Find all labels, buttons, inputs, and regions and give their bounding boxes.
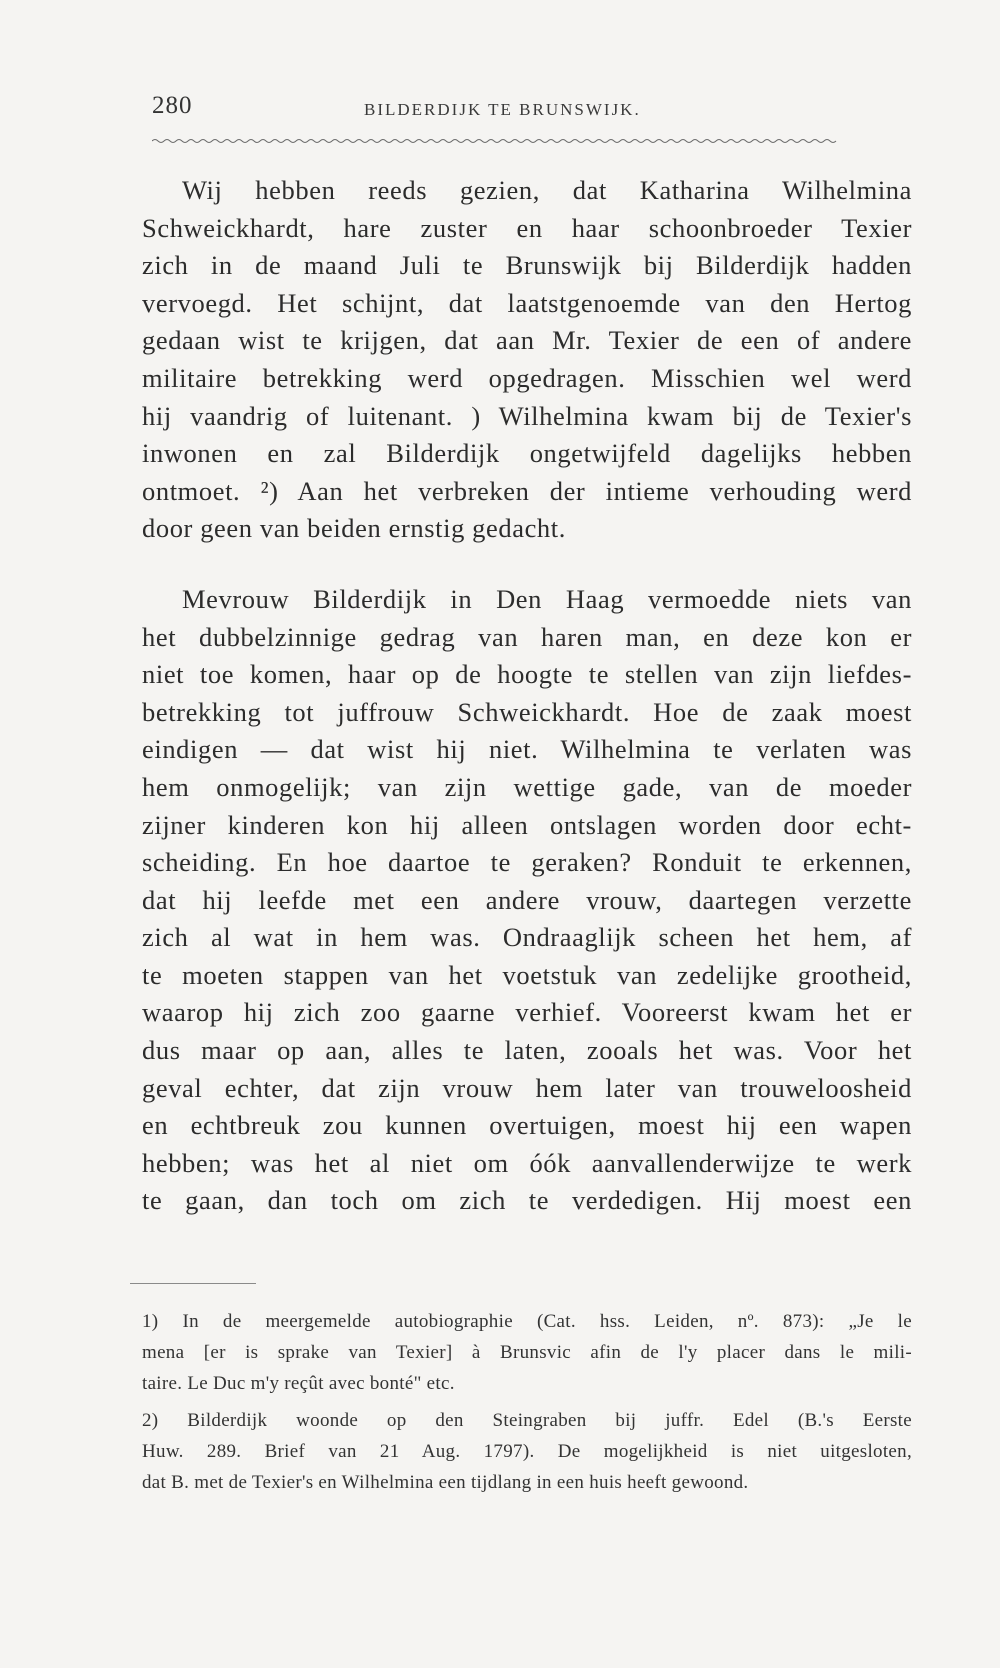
text-line: militaire betrekking werd opgedragen. Misschien wel werd — [142, 362, 912, 393]
text-line: zijner kinderen kon hij alleen ontslagen worden door echt- — [142, 809, 912, 840]
footnote-divider — [130, 1283, 256, 1284]
text-line: gedaan wist te krijgen, dat aan Mr. Texier de een of andere — [142, 325, 912, 356]
page-number: 280 — [152, 92, 193, 119]
text-line: zich al wat in hem was. Ondraaglijk scheen het hem, af — [142, 922, 912, 953]
text-line: niet toe komen, haar op de hoogte te stellen van zijn liefdes- — [142, 659, 912, 690]
text-line: inwonen en zal Bilderdijk ongetwijfeld dagelijks hebben — [142, 438, 912, 469]
text-line: Wij hebben reeds gezien, dat Katharina Wilhelmina — [182, 175, 912, 205]
text-line: waarop hij zich zoo gaarne verhief. Vooreerst kwam het er — [142, 997, 912, 1028]
text-line: en echtbreuk zou kunnen overtuigen, moest hij een wapen — [142, 1110, 912, 1141]
running-title: BILDERDIJK TE BRUNSWIJK. — [364, 100, 641, 119]
text-line: betrekking tot juffrouw Schweickhardt. Hoe de zaak moest — [142, 696, 912, 727]
text-line: het dubbelzinnige gedrag van haren man, en deze kon er — [142, 621, 912, 652]
text-line: dus maar op aan, alles te laten, zooals het was. Voor het — [142, 1035, 912, 1066]
text-line: Schweickhardt, hare zuster en haar schoonbroeder Texier — [142, 212, 912, 243]
text-line: hem onmogelijk; van zijn wettige gade, van de moeder — [142, 771, 912, 802]
text-line: te moeten stappen van het voetstuk van zedelijke grootheid, — [142, 959, 912, 990]
text-line: dat hij leefde met een andere vrouw, daartegen verzette — [142, 884, 912, 915]
text-line: vervoegd. Het schijnt, dat laatstgenoemde van den Hertog — [142, 287, 912, 318]
text-line: Mevrouw Bilderdijk in Den Haag vermoedde niets van — [182, 583, 912, 614]
text-line: zich in de maand Juli te Brunswijk bij Bilderdijk hadden — [142, 250, 912, 281]
paragraph-1 — [142, 172, 912, 548]
footnote-2 — [142, 1405, 912, 1498]
text-line: te gaan, dan toch om zich te verdedigen. Hij moest een — [142, 1185, 912, 1216]
footnote-1 — [142, 1306, 912, 1399]
text-line: geval echter, dat zijn vrouw hem later van trouweloosheid — [142, 1072, 912, 1103]
footnote-line: taire. Le Duc m'y reçût avec bonté" etc. — [142, 1373, 455, 1394]
body-text — [142, 172, 912, 1220]
text-line: hebben; was het al niet om óók aanvallenderwijze te werk — [142, 1147, 912, 1178]
text-line: eindigen — dat wist hij niet. Wilhelmina te verlaten was — [142, 734, 912, 765]
text-line: door geen van beiden ernstig gedacht. — [142, 513, 566, 544]
ornamental-wavy-rule — [152, 136, 908, 146]
text-line: scheiding. En hoe daartoe te geraken? Ronduit te erkennen, — [142, 847, 912, 878]
footnotes — [142, 1306, 912, 1504]
footnote-line: Huw. 289. Brief van 21 Aug. 1797). De mogelijkheid is niet uitgesloten, — [142, 1441, 912, 1462]
text-line: ontmoet. ²) Aan het verbreken der intieme verhouding werd — [142, 475, 912, 506]
footnote-line: dat B. met de Texier's en Wilhelmina een tijdlang in een huis heeft gewoond. — [142, 1472, 749, 1493]
footnote-line: 1) In de meergemelde autobiographie (Cat. hss. Leiden, nº. 873): „Je le — [142, 1311, 912, 1332]
footnote-line: 2) Bilderdijk woonde op den Steingraben bij juffr. Edel (B.'s Eerste — [142, 1410, 912, 1431]
paragraph-2 — [142, 581, 912, 1220]
page-header — [148, 92, 908, 132]
footnote-line: mena [er is sprake van Texier] à Brunsvic afin de l'y placer dans le mili- — [142, 1342, 912, 1363]
text-line: hij vaandrig of luitenant. ) Wilhelmina kwam bij de Texier's — [142, 400, 912, 431]
